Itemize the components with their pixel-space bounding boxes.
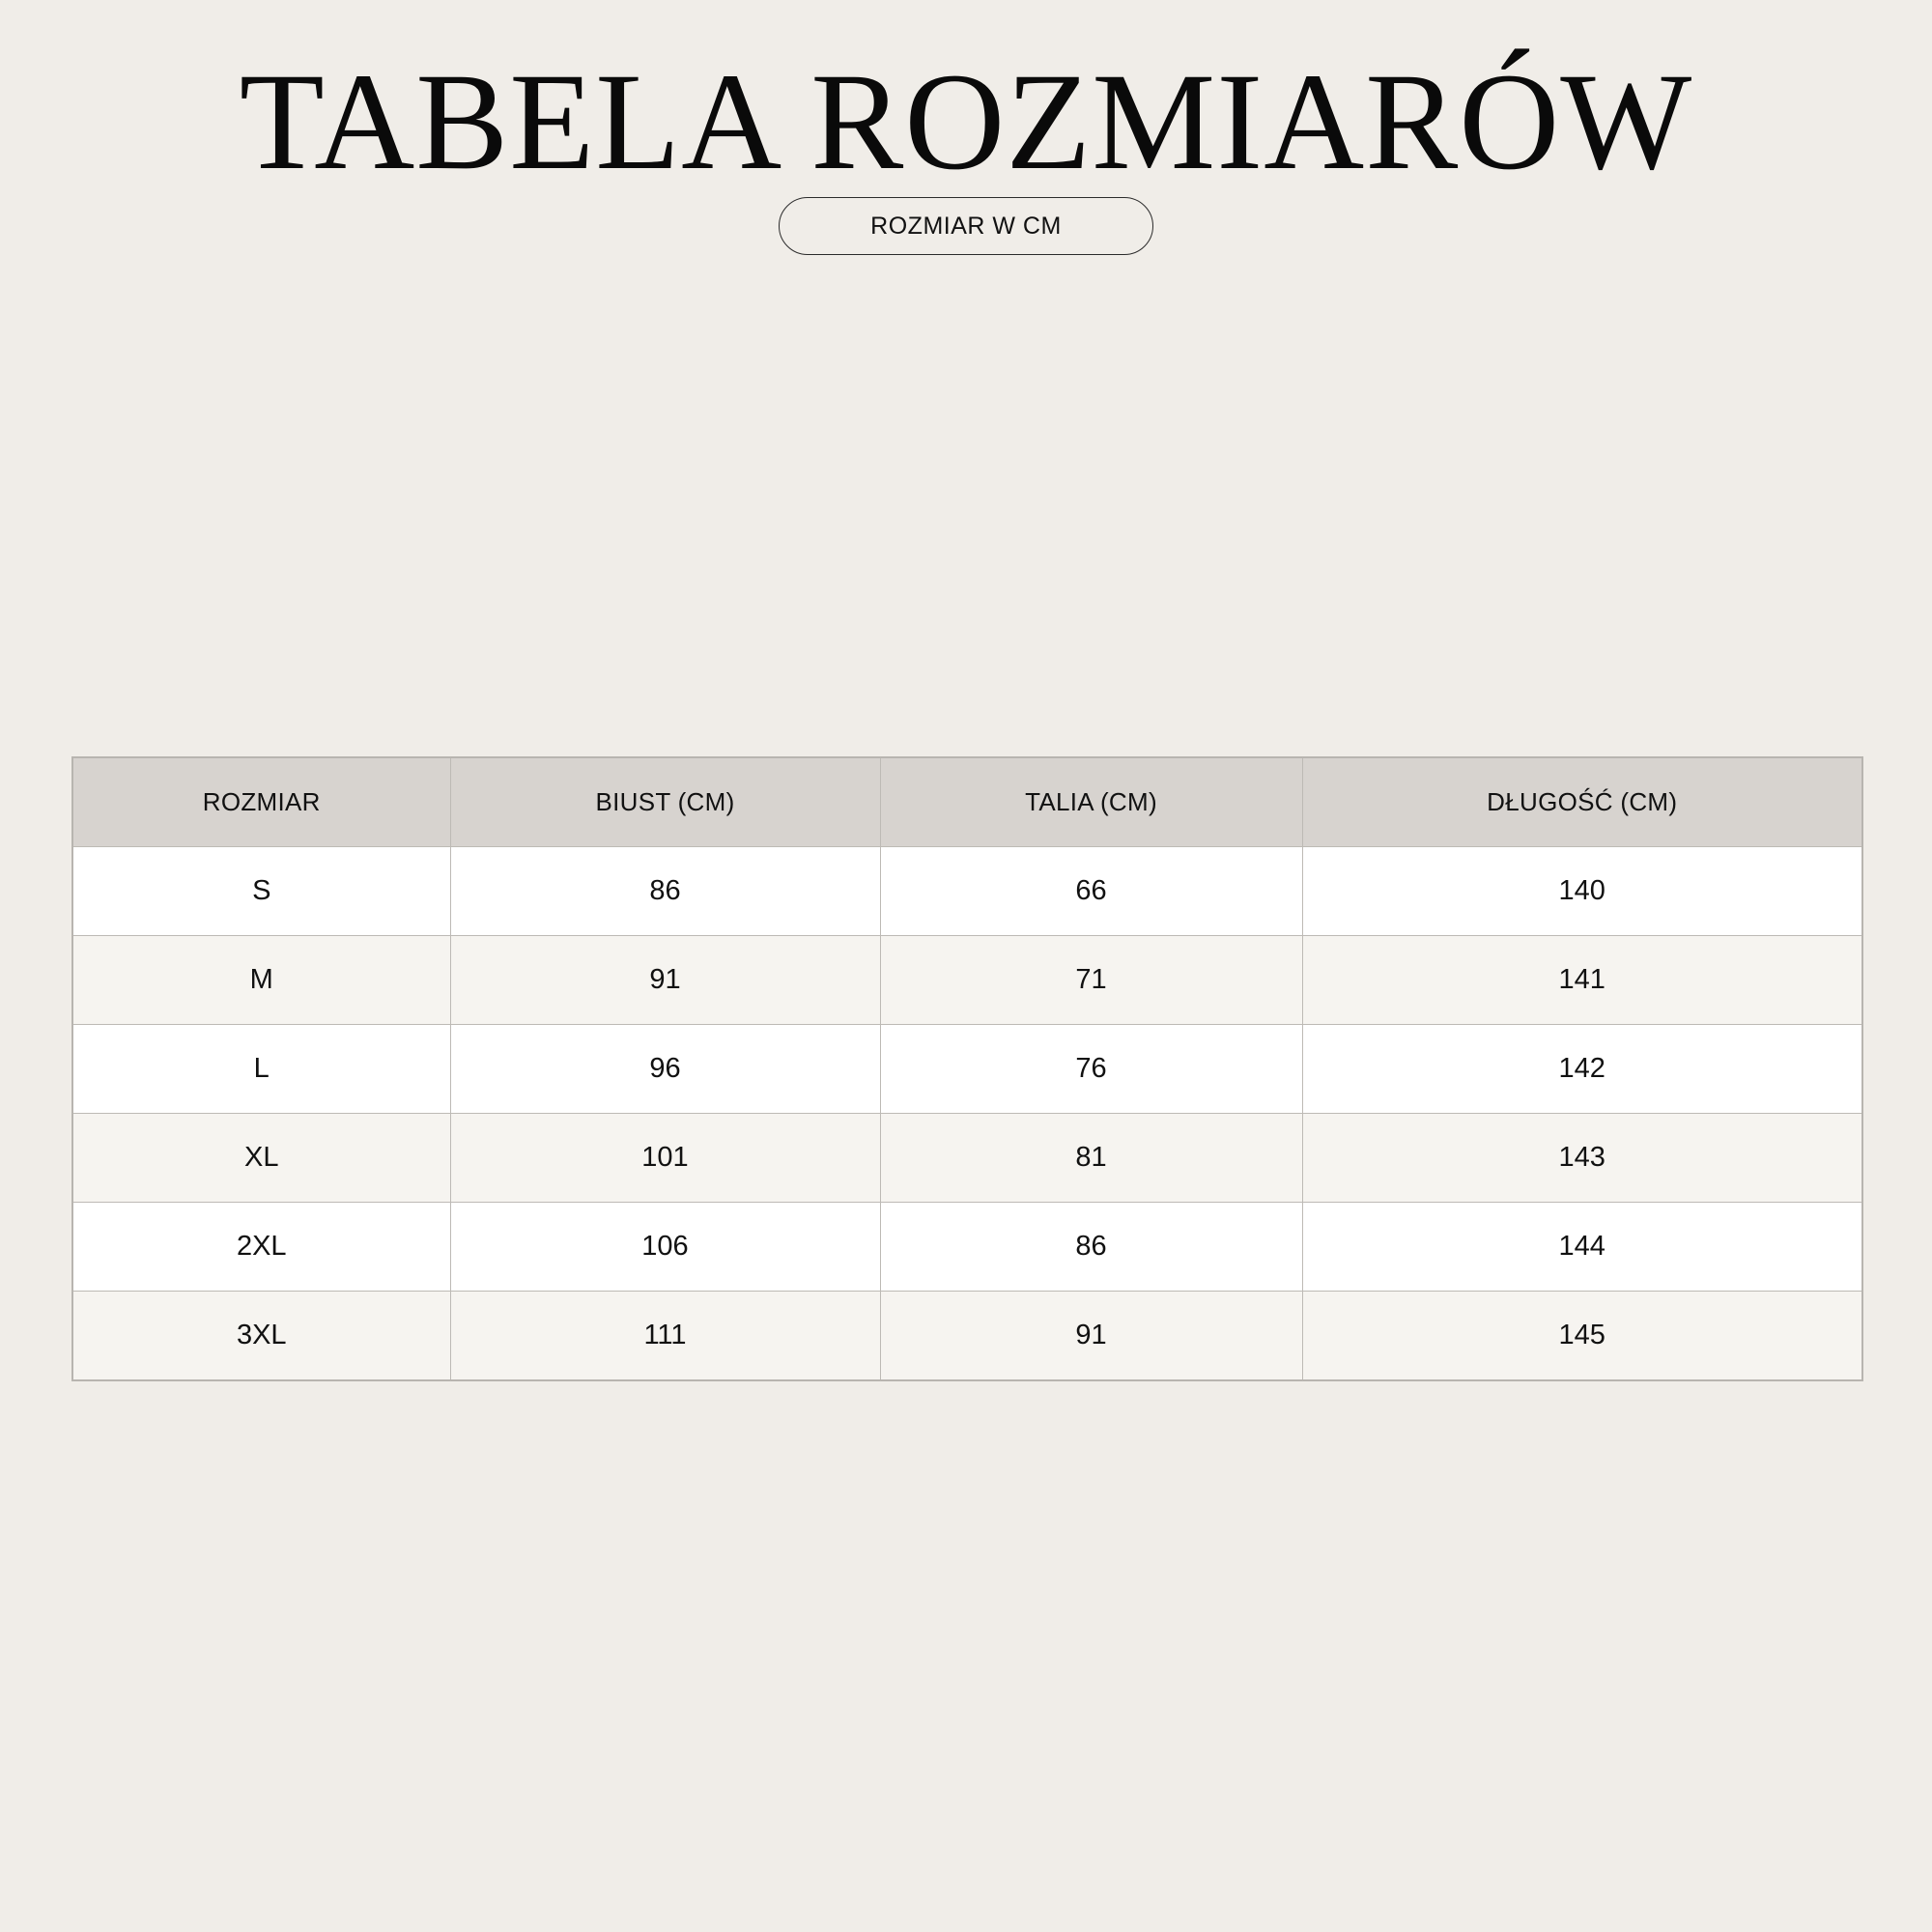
cell-waist: 81 [880,1114,1302,1203]
table-row [72,847,1862,936]
cell-bust: 111 [450,1292,880,1381]
table-row [72,1114,1862,1203]
cell-length: 144 [1302,1203,1862,1292]
header-size: ROZMIAR [72,757,450,847]
cell-bust: 91 [450,936,880,1025]
header-length: DŁUGOŚĆ (CM) [1302,757,1862,847]
cell-waist: 71 [880,936,1302,1025]
cell-bust: 101 [450,1114,880,1203]
header-waist: TALIA (CM) [880,757,1302,847]
cell-length: 141 [1302,936,1862,1025]
cell-size: S [72,847,450,936]
cell-waist: 76 [880,1025,1302,1114]
cell-size: 3XL [72,1292,450,1381]
table-row [72,1203,1862,1292]
cell-waist: 91 [880,1292,1302,1381]
cell-waist: 66 [880,847,1302,936]
cell-length: 143 [1302,1114,1862,1203]
header-bust: BIUST (CM) [450,757,880,847]
cell-bust: 96 [450,1025,880,1114]
cell-bust: 86 [450,847,880,936]
cell-size: XL [72,1114,450,1203]
unit-badge: ROZMIAR W CM [779,197,1153,255]
table-header-row [72,757,1862,847]
cell-waist: 86 [880,1203,1302,1292]
table-row [72,936,1862,1025]
page-title: TABELA ROZMIARÓW [239,45,1693,199]
cell-length: 140 [1302,847,1862,936]
cell-size: 2XL [72,1203,450,1292]
cell-size: L [72,1025,450,1114]
table-row [72,1025,1862,1114]
size-table [71,756,1863,1381]
cell-bust: 106 [450,1203,880,1292]
cell-length: 142 [1302,1025,1862,1114]
table-row [72,1292,1862,1381]
cell-length: 145 [1302,1292,1862,1381]
cell-size: M [72,936,450,1025]
